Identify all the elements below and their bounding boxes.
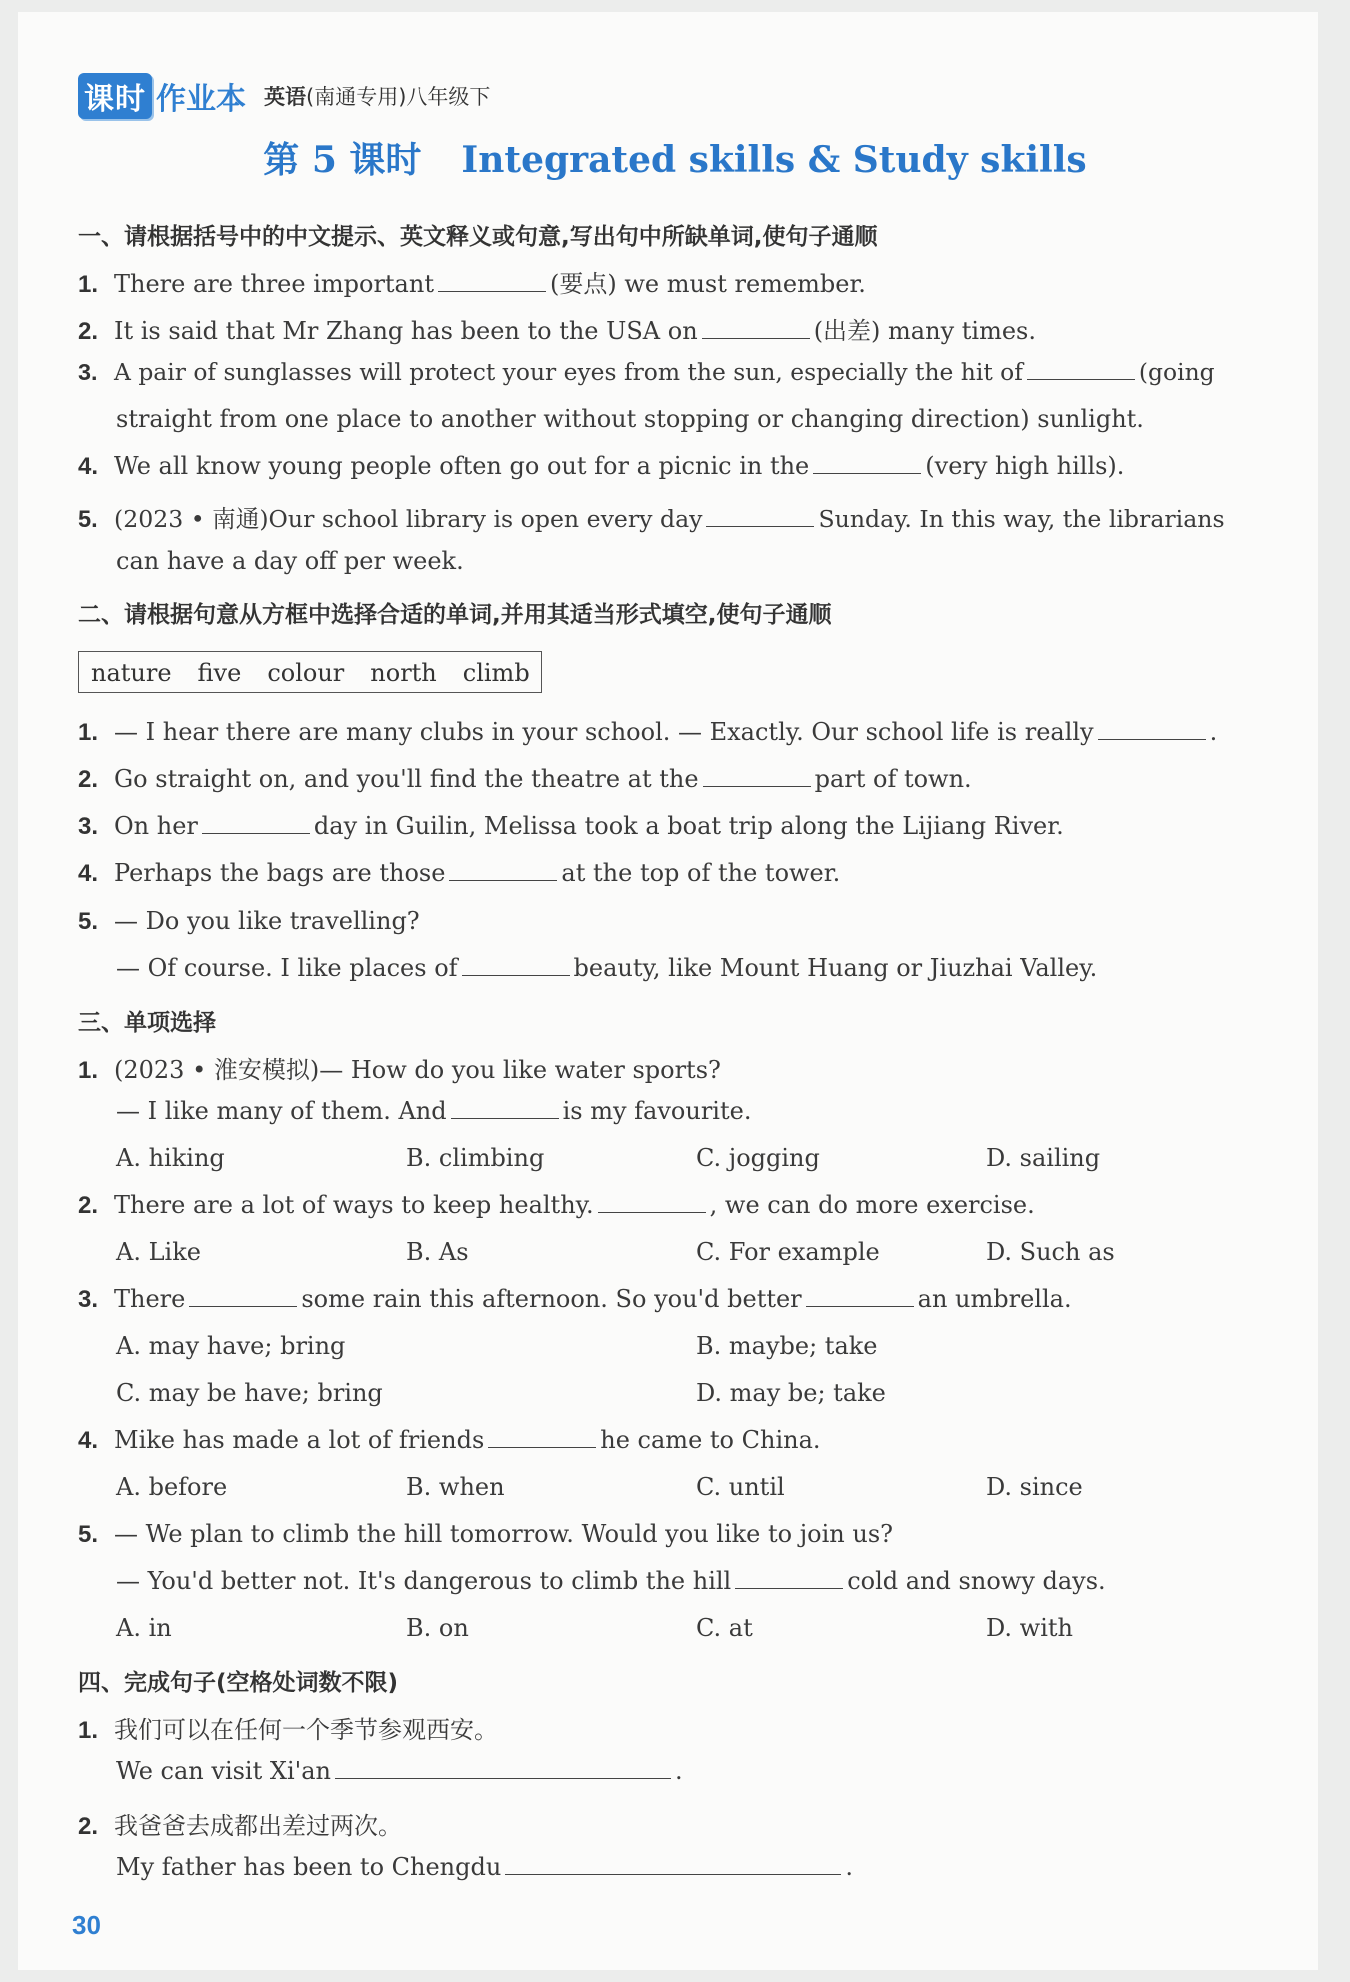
page-number: 30: [72, 1910, 101, 1940]
subject: 英语: [264, 85, 306, 109]
option-d[interactable]: D. sailing: [986, 1144, 1101, 1172]
subject-detail: (南通专用)八年级下: [306, 85, 491, 109]
word-box: [78, 651, 542, 693]
option-c[interactable]: C. jogging: [696, 1144, 820, 1172]
answer-blank[interactable]: [1098, 719, 1206, 740]
s1-question-3-cont: straight from one place to another without stopping or changing direction) sunlight.: [116, 405, 1144, 433]
answer-blank[interactable]: [505, 1854, 841, 1875]
s4-question-1-en: We can visit Xi'an .: [116, 1757, 683, 1785]
option-b[interactable]: B. As: [406, 1238, 469, 1266]
s3-question-5: 5. — We plan to climb the hill tomorrow. Would you like to join us?: [78, 1520, 894, 1548]
logo: 课时: [78, 73, 152, 119]
s1-question-4: 4. We all know young people often go out for a picnic in the (very high hills).: [78, 452, 1125, 480]
option-d[interactable]: D. with: [986, 1614, 1073, 1642]
answer-blank[interactable]: [335, 1758, 671, 1779]
option-d[interactable]: D. Such as: [986, 1238, 1115, 1266]
s2-question-3: 3. On her day in Guilin, Melissa took a boat trip along the Lijiang River.: [78, 812, 1064, 840]
s3-question-2: 2. There are a lot of ways to keep healthy. , we can do more exercise.: [78, 1191, 1035, 1219]
answer-blank[interactable]: [451, 1098, 559, 1119]
option-a[interactable]: A. hiking: [116, 1144, 225, 1172]
option-b[interactable]: B. on: [406, 1614, 469, 1642]
answer-blank[interactable]: [598, 1192, 706, 1213]
section-2-heading: 二、请根据句意从方框中选择合适的单词,并用其适当形式填空,使句子通顺: [78, 602, 832, 628]
option-c[interactable]: C. may be have; bring: [116, 1379, 383, 1407]
answer-blank[interactable]: [462, 955, 570, 976]
answer-blank[interactable]: [438, 271, 546, 292]
s2-question-5-cont: — Of course. I like places of beauty, like Mount Huang or Jiuzhai Valley.: [116, 954, 1098, 982]
option-d[interactable]: D. since: [986, 1473, 1083, 1501]
word-option: colour: [267, 659, 345, 687]
s3-question-4: 4. Mike has made a lot of friends he came to China.: [78, 1426, 821, 1454]
s4-question-2-en: My father has been to Chengdu .: [116, 1853, 853, 1881]
answer-blank[interactable]: [703, 766, 811, 787]
s3-question-3: 3. There some rain this afternoon. So you'd better an umbrella.: [78, 1285, 1072, 1313]
option-c[interactable]: C. For example: [696, 1238, 880, 1266]
s4-question-2: 2. 我爸爸去成都出差过两次。: [78, 1812, 402, 1840]
s2-question-4: 4. Perhaps the bags are those at the top of the tower.: [78, 859, 841, 887]
option-a[interactable]: A. may have; bring: [116, 1332, 346, 1360]
s2-question-5: 5. — Do you like travelling?: [78, 907, 420, 935]
s4-question-1: 1. 我们可以在任何一个季节参观西安。: [78, 1716, 498, 1744]
option-a[interactable]: A. in: [116, 1614, 172, 1642]
s1-question-3: 3. A pair of sunglasses will protect your eyes from the sun, especially the hit of (going: [78, 358, 1215, 386]
answer-blank[interactable]: [806, 1286, 914, 1307]
option-c[interactable]: C. at: [696, 1614, 753, 1642]
section-4-heading: 四、完成句子(空格处词数不限): [78, 1670, 399, 1696]
s1-question-5: 5. (2023 • 南通)Our school library is open every day Sunday. In this way, the librarians: [78, 505, 1225, 533]
logo-text: 作业本: [156, 82, 246, 117]
page-title: 第 5 课时 Integrated skills & Study skills: [263, 139, 1087, 181]
header: [78, 74, 490, 118]
s3-question-1: 1. (2023 • 淮安模拟)— How do you like water sports?: [78, 1056, 721, 1084]
answer-blank[interactable]: [189, 1286, 297, 1307]
answer-blank[interactable]: [1027, 359, 1135, 380]
s3-question-5-cont: — You'd better not. It's dangerous to climb the hill cold and snowy days.: [116, 1567, 1106, 1595]
word-option: five: [197, 659, 242, 687]
answer-blank[interactable]: [813, 453, 921, 474]
section-1-heading: 一、请根据括号中的中文提示、英文释义或句意,写出句中所缺单词,使句子通顺: [78, 224, 878, 250]
answer-blank[interactable]: [202, 813, 310, 834]
answer-blank[interactable]: [488, 1427, 596, 1448]
s1-question-2: 2. It is said that Mr Zhang has been to the USA on (出差) many times.: [78, 317, 1036, 345]
answer-blank[interactable]: [706, 506, 814, 527]
s1-question-1: 1. There are three important (要点) we must remember.: [78, 270, 866, 298]
option-d[interactable]: D. may be; take: [696, 1379, 886, 1407]
word-option: north: [370, 659, 437, 687]
word-option: nature: [91, 659, 172, 687]
section-3-heading: 三、单项选择: [78, 1010, 216, 1036]
option-b[interactable]: B. climbing: [406, 1144, 545, 1172]
option-a[interactable]: A. Like: [116, 1238, 201, 1266]
answer-blank[interactable]: [702, 318, 810, 339]
answer-blank[interactable]: [449, 860, 557, 881]
word-option: climb: [462, 659, 530, 687]
s2-question-1: 1. — I hear there are many clubs in your school. — Exactly. Our school life is really .: [78, 718, 1218, 746]
option-b[interactable]: B. maybe; take: [696, 1332, 878, 1360]
s1-question-5-cont: can have a day off per week.: [116, 547, 464, 575]
option-a[interactable]: A. before: [116, 1473, 228, 1501]
answer-blank[interactable]: [735, 1568, 843, 1589]
s2-question-2: 2. Go straight on, and you'll find the theatre at the part of town.: [78, 765, 972, 793]
s3-question-1-cont: — I like many of them. And is my favourite.: [116, 1097, 752, 1125]
option-b[interactable]: B. when: [406, 1473, 505, 1501]
option-c[interactable]: C. until: [696, 1473, 785, 1501]
